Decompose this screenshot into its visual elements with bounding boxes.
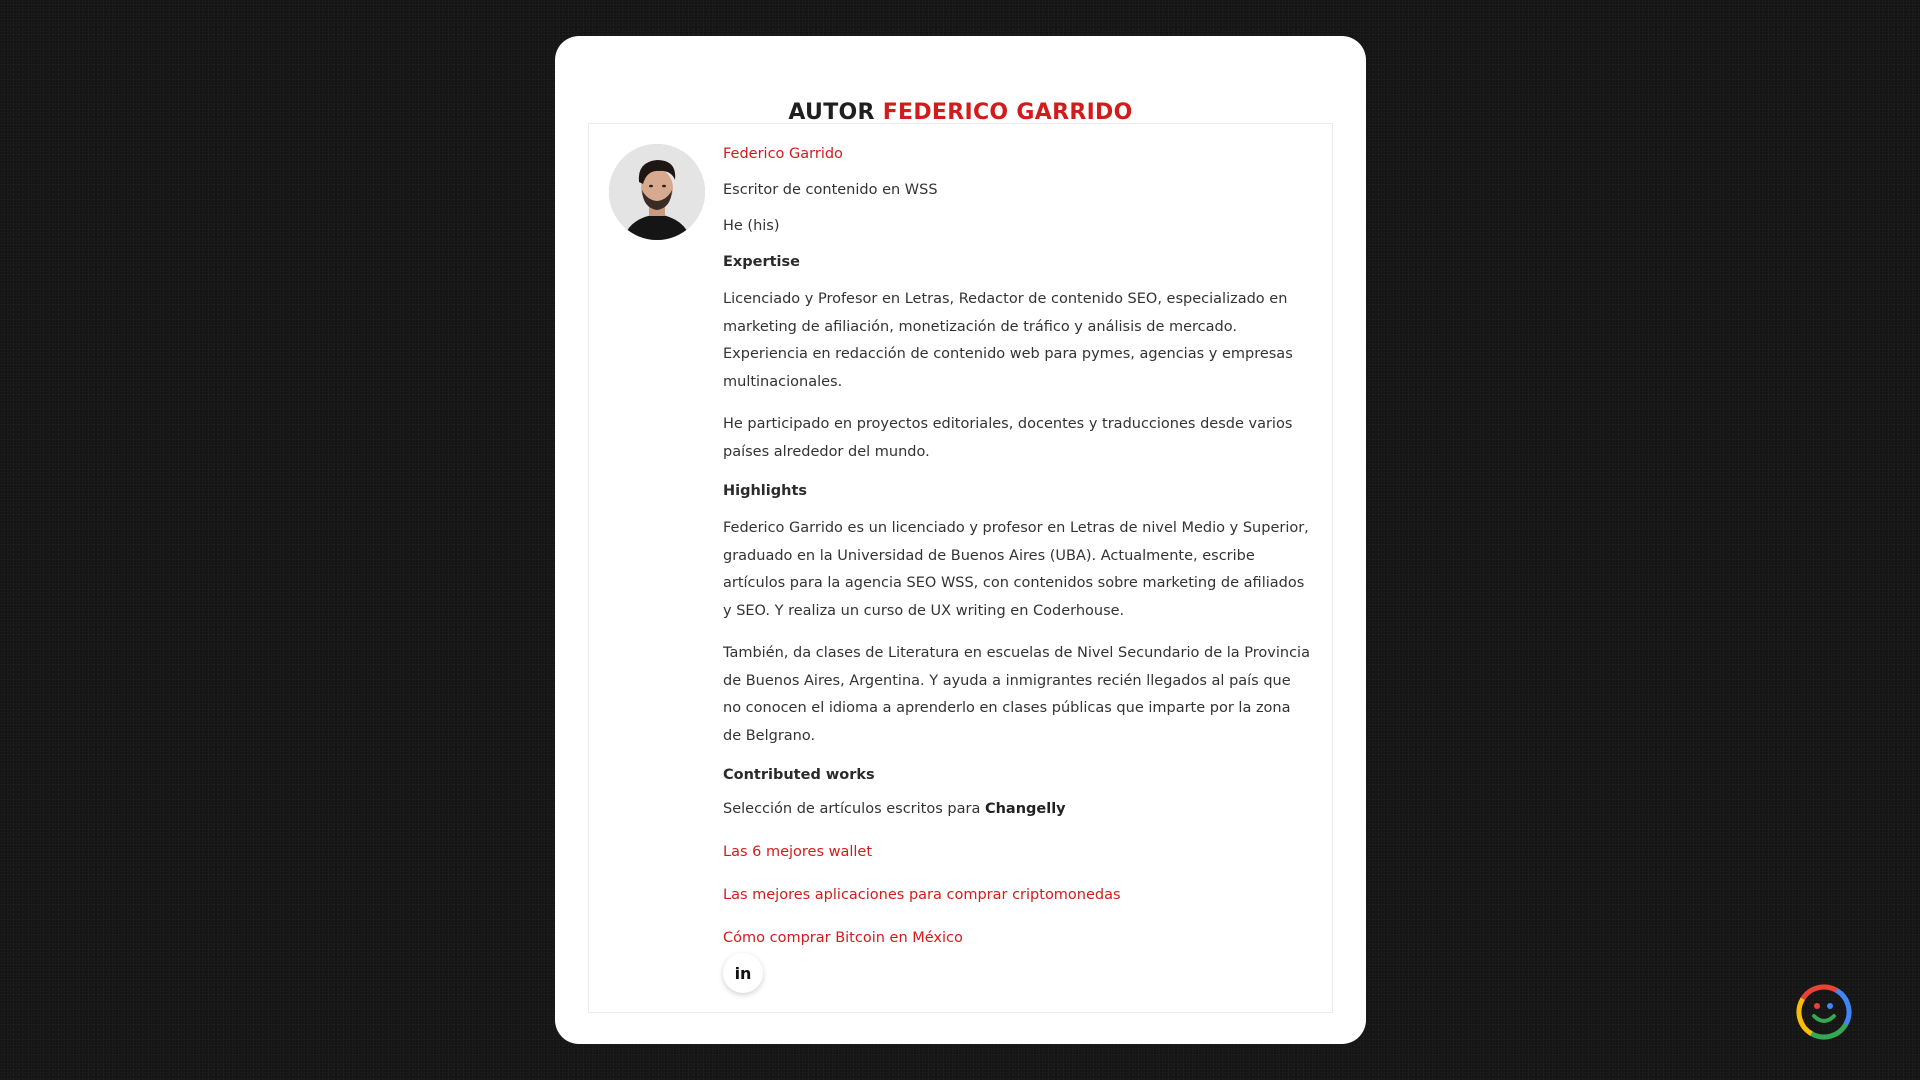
article-link-3[interactable]: Cómo comprar Bitcoin en México xyxy=(723,930,963,946)
author-content xyxy=(723,144,1313,971)
contributed-intro xyxy=(723,799,1313,819)
contributed-heading: Contributed works xyxy=(723,767,875,783)
author-pronouns: He (his) xyxy=(723,218,780,234)
author-role: Escritor de contenido en WSS xyxy=(723,182,938,198)
expertise-heading: Expertise xyxy=(723,254,800,270)
linkedin-button[interactable] xyxy=(723,953,763,993)
expertise-paragraph-1: Licenciado y Profesor en Letras, Redactor de contenido SEO, especializado en marketing de afiliación, monetización de tráfico y análisis de mercado. Experiencia en redacción de contenido web para pymes, agencias y empresas multinacionales. xyxy=(723,291,1293,390)
author-name-link[interactable]: Federico Garrido xyxy=(723,146,843,162)
author-modal xyxy=(555,36,1366,1044)
linkedin-icon: in xyxy=(734,963,752,983)
highlights-paragraph-2: También, da clases de Literatura en escuelas de Nivel Secundario de la Provincia de Buenos Aires, Argentina. Y ayuda a inmigrantes recién llegados al país que no conocen el idioma a aprenderlo en clases públicas que imparte por la zona de Belgrano. xyxy=(723,645,1310,744)
article-link-2[interactable]: Las mejores aplicaciones para comprar criptomonedas xyxy=(723,887,1121,903)
contributed-brand: Changelly xyxy=(984,801,1066,817)
expertise-paragraph-2: He participado en proyectos editoriales, docentes y traducciones desde varios países alrededor del mundo. xyxy=(723,416,1293,460)
highlights-heading: Highlights xyxy=(723,483,808,499)
title-author-name: FEDERICO GARRIDO xyxy=(882,100,1133,125)
contributed-intro-text: Selección de artículos escritos para xyxy=(723,801,981,817)
highlights-paragraph-1: Federico Garrido es un licenciado y profesor en Letras de nivel Medio y Superior, graduado en la Universidad de Buenos Aires (UBA). Actualmente, escribe artículos para la agencia SEO WSS, con contenidos sobre marketing de afiliados y SEO. Y realiza un curso de UX writing en Coderhouse. xyxy=(723,520,1309,619)
title-prefix: AUTOR xyxy=(788,100,875,125)
article-link-1[interactable]: Las 6 mejores wallet xyxy=(723,844,873,860)
author-card xyxy=(588,123,1333,1013)
brand-logo-icon xyxy=(1790,978,1858,1046)
avatar xyxy=(609,144,705,240)
page-title xyxy=(555,100,1366,125)
